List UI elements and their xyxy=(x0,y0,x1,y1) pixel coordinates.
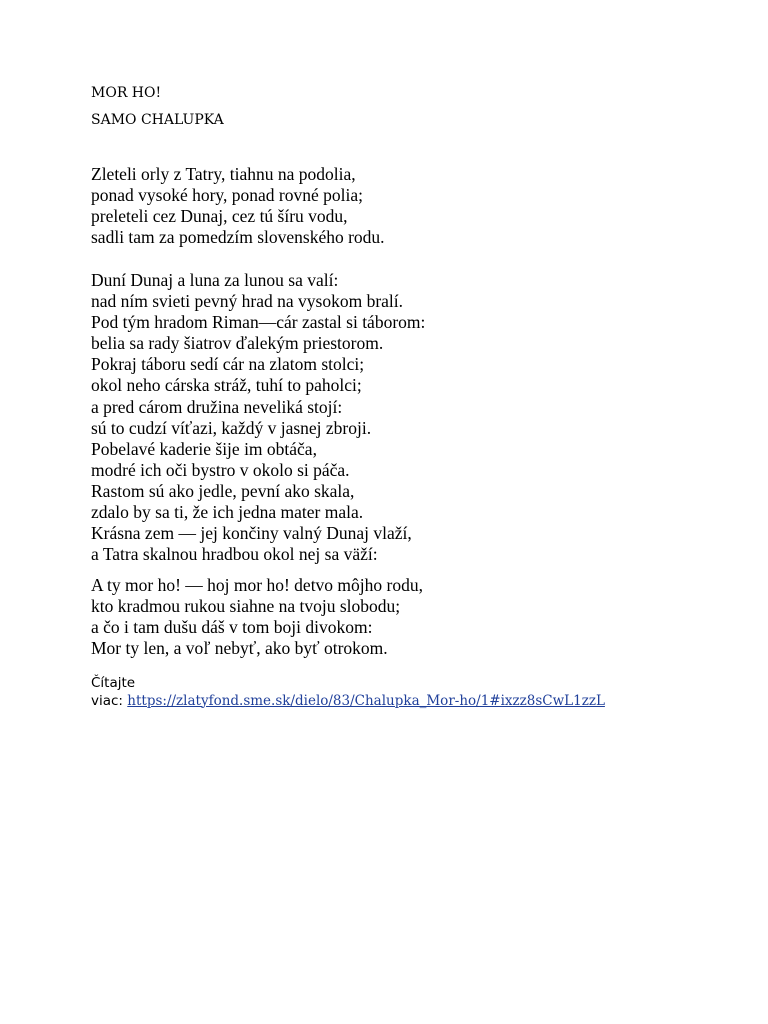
poem-author: SAMO CHALUPKA xyxy=(91,112,224,128)
source-link[interactable]: https://zlatyfond.sme.sk/dielo/83/Chalupka_Mor-ho/1#ixzz8sCwL1zzL xyxy=(127,692,605,709)
poem-line: Pobelavé kaderie šije im obtáča, xyxy=(91,438,317,459)
poem-line: sadli tam za pomedzím slovenského rodu. xyxy=(91,227,385,248)
poem-title: MOR HO! xyxy=(91,85,162,101)
poem-line: zdalo by sa ti, že ich jedna mater mala. xyxy=(91,502,364,523)
stanza-3 xyxy=(91,575,423,659)
source-prefix-line1: Čítajte xyxy=(91,675,136,691)
stanza-1 xyxy=(91,164,385,248)
poem-line: ponad vysoké hory, ponad rovné polia; xyxy=(91,185,364,206)
poem-line: Pod tým hradom Riman—cár zastal si táborom: xyxy=(91,312,426,333)
poem-line: belia sa rady šiatrov ďalekým priestorom. xyxy=(91,333,384,354)
poem-line: Pokraj táboru sedí cár na zlatom stolci; xyxy=(91,354,365,375)
poem-line: sú to cudzí víťazi, každý v jasnej zbroji. xyxy=(91,417,372,438)
poem-line: a pred cárom družina neveliká stojí: xyxy=(91,396,343,417)
poem-line: kto kradmou rukou siahne na tvoju slobodu; xyxy=(91,596,401,617)
poem-line: okol neho cárska stráž, tuhí to paholci; xyxy=(91,375,362,396)
poem-line: Rastom sú ako jedle, pevní ako skala, xyxy=(91,480,355,501)
poem-line: nad ním svieti pevný hrad na vysokom bralí. xyxy=(91,291,404,312)
source-link-line xyxy=(91,693,605,711)
poem-line: Zleteli orly z Tatry, tiahnu na podolia, xyxy=(91,164,356,184)
poem-line: a Tatra skalnou hradbou okol nej sa väží: xyxy=(91,544,378,565)
poem-line: a čo i tam dušu dáš v tom boji divokom: xyxy=(91,617,373,638)
source-prefix-line2: viac: xyxy=(91,692,128,709)
poem-line: modré ich oči bystro v okolo si páča. xyxy=(91,459,350,480)
stanza-2 xyxy=(91,270,425,565)
poem-line: Mor ty len, a voľ nebyť, ako byť otrokom. xyxy=(91,638,388,659)
poem-line: preleteli cez Dunaj, cez tú šíru vodu, xyxy=(91,206,348,227)
source-note xyxy=(91,675,605,710)
poem-line: A ty mor ho! — hoj mor ho! detvo môjho rodu, xyxy=(91,575,423,595)
poem-line: Krásna zem — jej končiny valný Dunaj vlaží, xyxy=(91,523,412,544)
poem-line: Duní Dunaj a luna za lunou sa valí: xyxy=(91,270,339,290)
